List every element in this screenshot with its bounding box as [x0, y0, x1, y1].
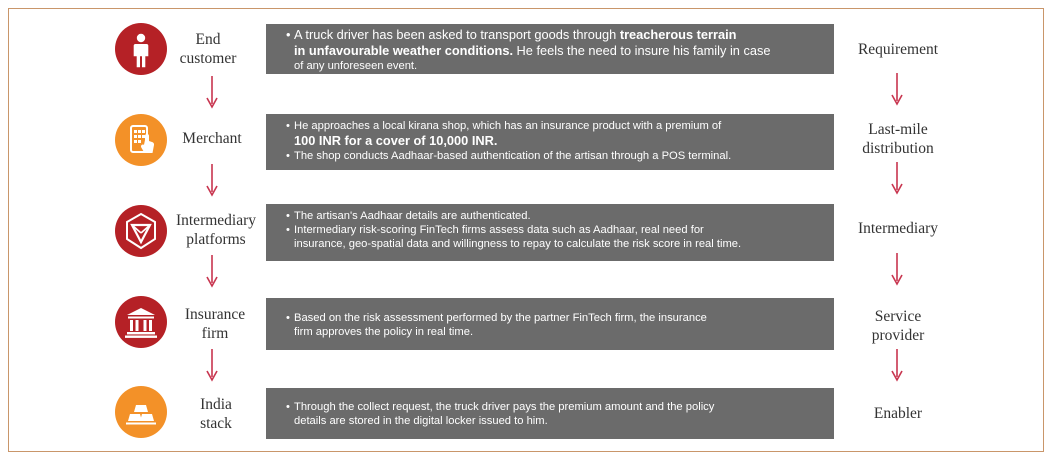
description-text: of any unforeseen event. — [294, 60, 418, 72]
right-label-requirement: Requirement — [857, 41, 939, 58]
bank-building-icon — [115, 296, 167, 348]
description-text: Intermediary risk-scoring FinTech firms assess data such as Aadhaar, real need for — [294, 224, 704, 236]
flow-arrow-right-3 — [890, 253, 904, 287]
flow-arrow-left-3 — [205, 255, 219, 289]
flow-arrow-left-1 — [205, 76, 219, 110]
left-label-insurance-firm: Insurance firm — [184, 306, 246, 342]
description-line — [294, 325, 824, 339]
description-text: firm approves the policy in real time. — [294, 326, 474, 338]
flow-arrow-left-2 — [205, 164, 219, 198]
description-line — [294, 133, 824, 149]
description-line — [294, 237, 824, 251]
description-line — [294, 311, 824, 325]
left-label-end-customer: End customer — [179, 31, 237, 67]
mobile-payment-icon — [115, 114, 167, 166]
description-line — [294, 119, 824, 133]
description-line — [294, 59, 824, 73]
description-box-requirement — [266, 24, 834, 74]
description-line — [294, 27, 824, 43]
description-text: 100 INR for a cover of 10,000 INR. — [294, 133, 498, 148]
description-text: insurance, geo-spatial data and willingness to repay to calculate the risk score in real time. — [294, 238, 742, 250]
description-box-last-mile-distribution — [266, 114, 834, 170]
description-line — [294, 209, 824, 223]
flow-arrow-left-4 — [205, 349, 219, 383]
description-line — [294, 400, 824, 414]
description-text: The shop conducts Aadhaar-based authentication of the artisan through a POS terminal. — [294, 150, 732, 162]
left-label-intermediary-platforms: Intermediary platforms — [175, 212, 257, 248]
description-text: Through the collect request, the truck driver pays the premium amount and the policy — [294, 401, 715, 413]
description-box-enabler — [266, 388, 834, 439]
description-text: He feels the need to insure his family in case — [513, 43, 771, 58]
description-text: Based on the risk assessment performed by the partner FinTech firm, the insurance — [294, 312, 707, 324]
description-text: The artisan's Aadhaar details are authenticated. — [294, 210, 531, 222]
description-line — [294, 414, 824, 428]
right-label-intermediary: Intermediary — [857, 220, 939, 237]
description-line — [294, 43, 824, 59]
gold-bars-icon — [115, 386, 167, 438]
description-line — [294, 223, 824, 237]
platform-logo-icon — [115, 205, 167, 257]
description-line — [294, 149, 824, 163]
description-text: He approaches a local kirana shop, which has an insurance product with a premium of — [294, 120, 722, 132]
description-box-intermediary — [266, 204, 834, 261]
description-text: A truck driver has been asked to transport goods through — [294, 27, 620, 42]
description-text: details are stored in the digital locker issued to him. — [294, 415, 548, 427]
right-label-enabler: Enabler — [873, 405, 923, 422]
left-label-merchant: Merchant — [182, 130, 242, 147]
description-text: treacherous terrain — [619, 27, 737, 42]
flow-arrow-right-2 — [890, 162, 904, 196]
description-box-service-provider — [266, 298, 834, 350]
right-label-service-provider: Service provider — [871, 308, 925, 344]
right-label-last-mile-distribution: Last-mile distribution — [862, 121, 934, 157]
flow-arrow-right-4 — [890, 349, 904, 383]
flow-arrow-right-1 — [890, 73, 904, 107]
left-label-india-stack: India stack — [200, 396, 232, 432]
description-text: in unfavourable weather conditions. — [294, 43, 513, 58]
